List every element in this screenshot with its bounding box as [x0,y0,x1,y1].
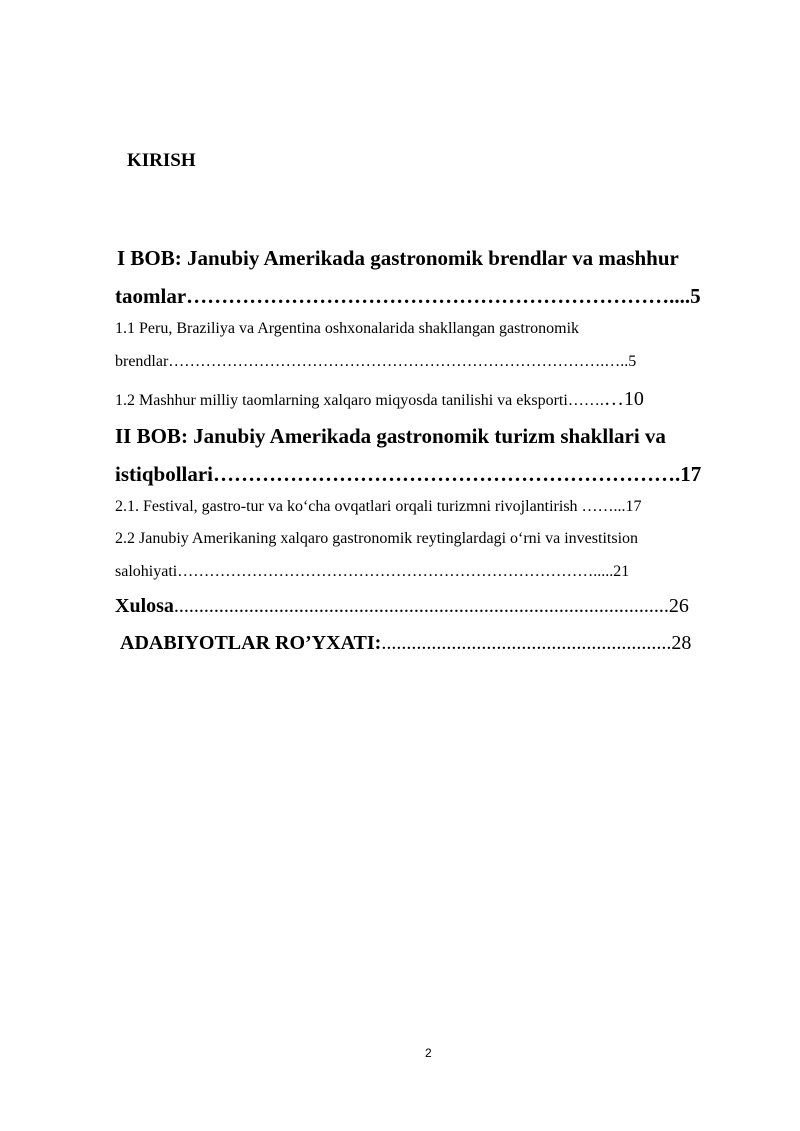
toc-chapter1-title-cont: taomlar……………………………………………………………....5 [115,284,701,308]
toc-section-1-2-page: …10 [603,388,644,410]
toc-section-1-2-text: 1.2 Mashhur milliy taomlarning xalqaro miqyosda tanilishi va eksporti……. [115,392,604,409]
toc-section-1-1-cont: brendlar……………………………………………………………………….…..5 [115,353,637,370]
toc-intro-heading: KIRISH [127,150,196,171]
toc-section-1-2 [115,388,644,411]
toc-section-2-2-cont: salohiyati…………………………………………………………………….....21 [115,563,630,580]
toc-conclusion-label: Xulosa [115,595,174,617]
toc-references [120,632,691,655]
page-number: 2 [425,1046,432,1060]
toc-section-2-1: 2.1. Festival, gastro-tur va ko‘cha ovqatlari orqali turizmni rivojlantirish ……...17 [115,498,642,515]
toc-chapter2-title: II BOB: Janubiy Amerikada gastronomik turizm shakllari va [115,424,666,448]
toc-chapter1-title: I BOB: Janubiy Amerikada gastronomik brendlar va mashhur [117,246,679,270]
toc-conclusion-leader: ................................................................................................... [173,595,669,617]
toc-conclusion-page: 26 [668,595,689,617]
toc-references-label: ADABIYOTLAR RO’YXATI: [120,632,382,654]
toc-section-1-1: 1.1 Peru, Braziliya va Argentina oshxonalarida shakllangan gastronomik [115,320,580,337]
toc-references-leader: .......................................................... [381,632,672,654]
toc-references-page: 28 [671,632,692,654]
toc-conclusion [115,595,689,618]
toc-section-2-2: 2.2 Janubiy Amerikaning xalqaro gastronomik reytinglardagi o‘rni va investitsion [115,530,639,547]
toc-chapter2-title-cont: istiqbollari………………………………………………………….17 [115,462,702,486]
